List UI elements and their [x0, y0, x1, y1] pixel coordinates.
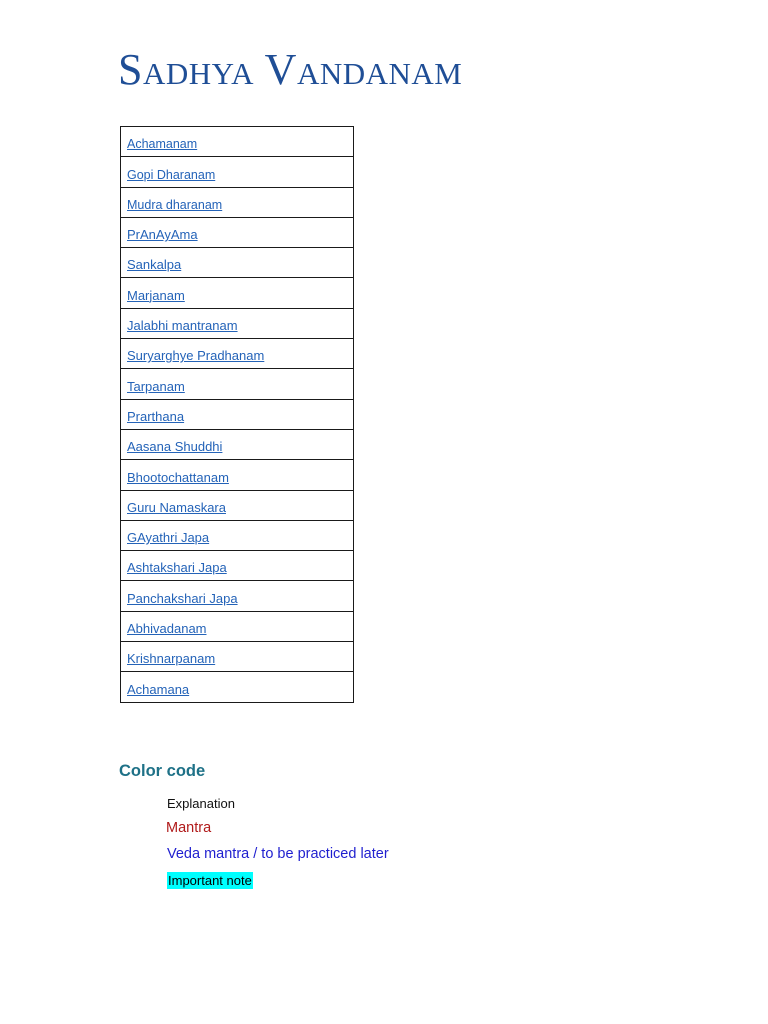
toc-link-suryarghye-pradhanam[interactable]: Suryarghye Pradhanam: [127, 348, 265, 364]
toc-link-achamanam[interactable]: Achamanam: [127, 137, 198, 152]
legend-important-note: Important note: [168, 873, 252, 888]
table-cell: [121, 217, 354, 247]
table-cell: [121, 490, 354, 520]
table-cell: [121, 308, 354, 338]
table-row: [121, 187, 354, 217]
table-row: [121, 308, 354, 338]
table-cell: [121, 157, 354, 187]
table-row: [121, 157, 354, 187]
toc-link-gayathri-japa[interactable]: GAyathri Japa: [127, 530, 210, 546]
table-row: [121, 278, 354, 308]
table-cell: [121, 369, 354, 399]
color-code-heading: Color code: [119, 762, 206, 780]
table-row: [121, 642, 354, 672]
legend-veda-mantra: Veda mantra / to be practiced later: [167, 846, 389, 862]
toc-link-pranayama[interactable]: PrAnAyAma: [127, 227, 198, 243]
table-row: [121, 551, 354, 581]
table-cell: [121, 551, 354, 581]
table-cell: [121, 642, 354, 672]
table-cell: [121, 581, 354, 611]
table-row: [121, 127, 354, 157]
table-row: [121, 339, 354, 369]
toc-link-prarthana[interactable]: Prarthana: [127, 408, 185, 424]
table-cell: [121, 278, 354, 308]
table-cell: [121, 429, 354, 459]
toc-link-gopi-dharanam[interactable]: Gopi Dharanam: [127, 167, 216, 182]
table-of-contents: [120, 126, 354, 703]
toc-link-ashtakshari-japa[interactable]: Ashtakshari Japa: [127, 560, 227, 576]
table-cell: [121, 339, 354, 369]
table-cell: [121, 460, 354, 490]
legend-explanation: Explanation: [167, 796, 235, 811]
table-row: [121, 248, 354, 278]
toc-link-tarpanam[interactable]: Tarpanam: [127, 378, 185, 394]
table-row: [121, 217, 354, 247]
table-row: [121, 369, 354, 399]
toc-link-krishnarpanam[interactable]: Krishnarpanam: [127, 651, 216, 667]
table-row: [121, 520, 354, 550]
toc-link-abhivadanam[interactable]: Abhivadanam: [127, 621, 207, 637]
table-cell: [121, 672, 354, 702]
page-title: Sadhya Vandanam: [118, 45, 463, 94]
toc-link-mudra-dharanam[interactable]: Mudra dharanam: [127, 197, 223, 212]
table-row: [121, 581, 354, 611]
table-cell: [121, 520, 354, 550]
table-row: [121, 490, 354, 520]
toc-link-bhootochattanam[interactable]: Bhootochattanam: [127, 469, 229, 485]
table-row: [121, 460, 354, 490]
toc-link-sankalpa[interactable]: Sankalpa: [127, 257, 182, 273]
table-cell: [121, 611, 354, 641]
table-cell: [121, 187, 354, 217]
toc-link-aasana-shuddhi[interactable]: Aasana Shuddhi: [127, 439, 223, 455]
toc-link-panchakshari-japa[interactable]: Panchakshari Japa: [127, 590, 238, 606]
table-cell: [121, 399, 354, 429]
table-row: [121, 611, 354, 641]
toc-link-guru-namaskara[interactable]: Guru Namaskara: [127, 499, 226, 515]
toc-link-marjanam[interactable]: Marjanam: [127, 287, 185, 303]
table-row: [121, 429, 354, 459]
toc-link-achamana[interactable]: Achamana: [127, 681, 190, 697]
table-row: [121, 399, 354, 429]
table-cell: [121, 248, 354, 278]
table-row: [121, 672, 354, 702]
legend-mantra: Mantra: [166, 820, 212, 836]
toc-link-jalabhi-mantranam[interactable]: Jalabhi mantranam: [127, 318, 238, 334]
table-cell: [121, 127, 354, 157]
